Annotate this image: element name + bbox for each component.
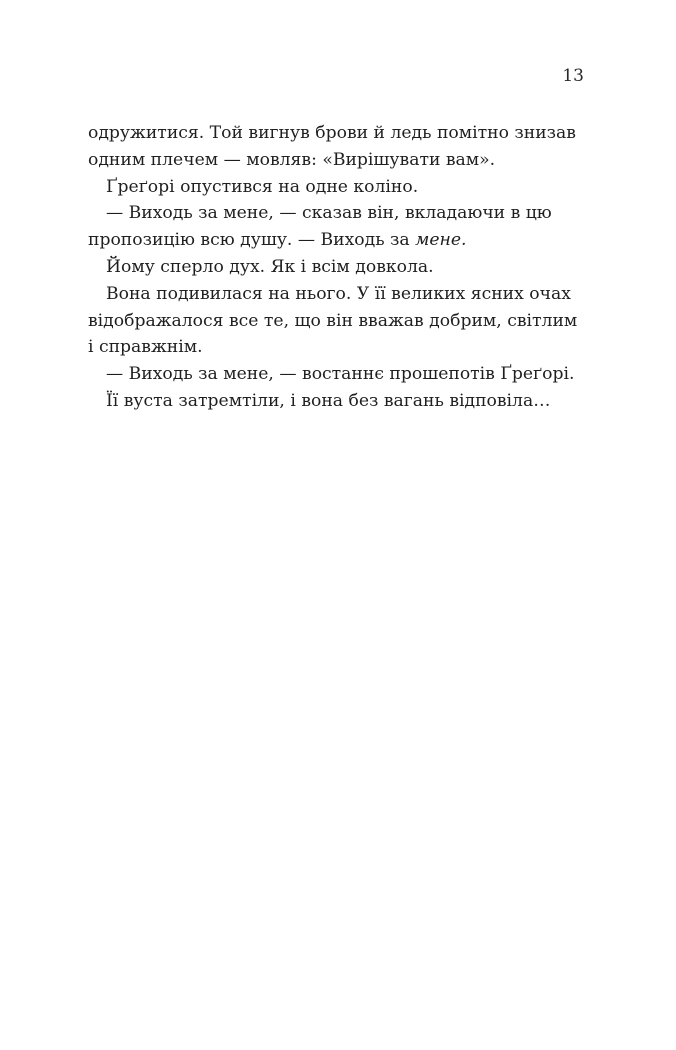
emphasized-word: мене. xyxy=(415,230,467,251)
body-text xyxy=(88,120,588,415)
text-line xyxy=(88,227,588,254)
page-number: 13 xyxy=(562,66,584,86)
text-fragment: пропозицію всю душу. — Виходь за xyxy=(88,230,416,251)
text-line: Ґреґорі опустився на одне коліно. xyxy=(106,176,419,197)
text-line: одружитися. Той вигнув брови й ледь помітно знизав xyxy=(88,123,576,143)
text-line: Її вуста затремтіли, і вона без вагань відповіла… xyxy=(106,390,551,411)
text-line: Йому сперло дух. Як і всім довкола. xyxy=(106,256,434,277)
text-line: відображалося все те, що він вважав добрим, світлим xyxy=(88,310,578,331)
text-line: — Виходь за мене, — сказав він, вкладаючи в цю xyxy=(106,203,552,224)
text-line: — Виходь за мене, — востаннє прошепотів Ґреґорі. xyxy=(106,364,575,385)
text-line: Вона подивилася на нього. У її великих ясних очах xyxy=(106,283,571,304)
text-line: одним плечем — мовляв: «Вирішувати вам». xyxy=(88,149,496,170)
text-line: і справжнім. xyxy=(88,337,203,358)
